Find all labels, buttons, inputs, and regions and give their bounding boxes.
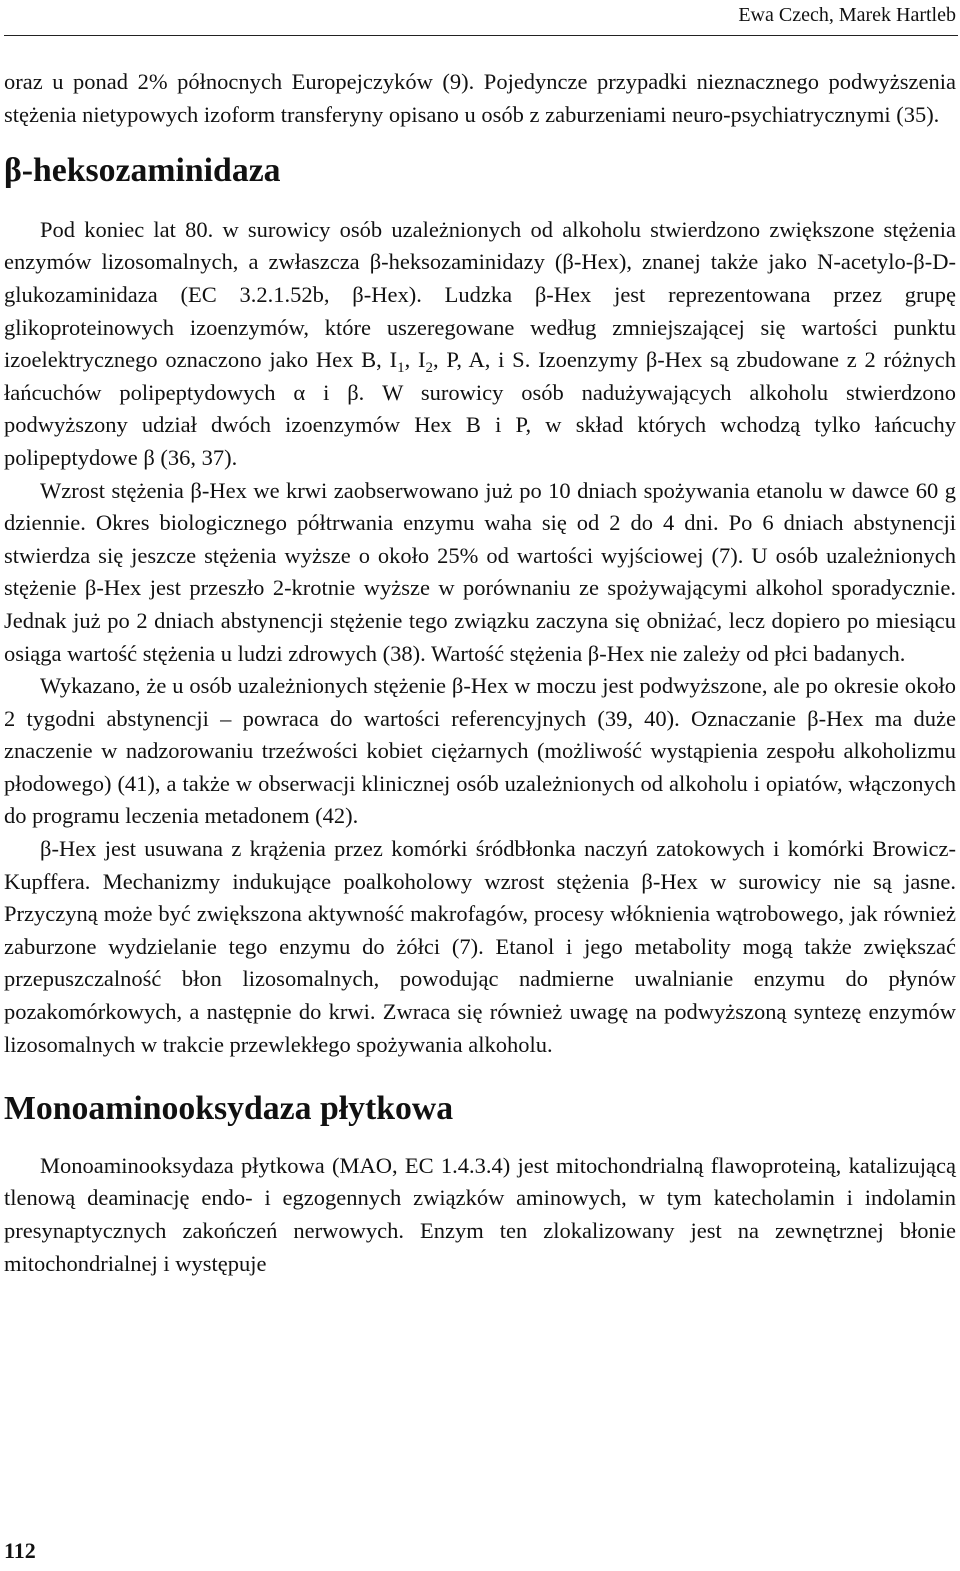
subscript: 1	[397, 360, 405, 377]
section-heading-mao: Monoaminooksydaza płytkowa	[4, 1090, 454, 1128]
header-rule	[4, 35, 958, 36]
page-number: 112	[4, 1538, 36, 1563]
paragraph-mao-1: Monoaminooksydaza płytkowa (MAO, EC 1.4.3.4) jest mitochondrialną flawoproteiną, katalizującą tlenową deaminację endo- i egzogennych związków aminowych, w tym katecholamin i indolamin presynaptycznych zakończeń nerwowych. Enzym ten zlokalizowany jest na zewnętrznej błonie mitochondrialnej i występuje	[4, 1152, 956, 1276]
paragraph-beta-hex-1	[4, 214, 956, 475]
paragraph-beta-hex-2: Wzrost stężenia β-Hex we krwi zaobserwowano już po 10 dniach spożywania etanolu w dawce 60 g dziennie. Okres biologicznego półtrwania enzymu waha się od 2 do 4 dni. Po 6 dniach abstynencji stwierdza się jeszcze stężenia wyższe o około 25% od wartości wyjściowej (7). U osób uzależnionych stężenie β-Hex jest przeszło 2-krotnie wyższe w porównaniu ze spożywającymi alkohol sporadycznie. Jednak już po 2 dniach abstynencji stężenie tego związku zaczyna się obniżać, lecz dopiero po miesiącu osiąga wartość stężenia u ludzi zdrowych (38). Wartość stężenia β-Hex nie zależy od płci badanych.	[4, 477, 956, 666]
paragraph-beta-hex-3: Wykazano, że u osób uzależnionych stężenie β-Hex w moczu jest podwyższone, ale po okresie około 2 tygodni abstynencji – powraca do wartości referencyjnych (39, 40). Oznaczanie β-Hex ma duże znaczenie w nadzorowaniu trzeźwości kobiet ciężarnych (możliwość wystąpienia zespołu alkoholizmu płodowego) (41), a także w obserwacji klinicznej osób uzależnionych od alkoholu i opiatów, włączonych do programu leczenia metadonem (42).	[4, 673, 956, 829]
subscript: 2	[425, 360, 433, 377]
body-text	[4, 66, 956, 1280]
paragraph-beta-hex-4: β-Hex jest usuwana z krążenia przez komórki śródbłonka naczyń zatokowych i komórki Browicz-Kupffera. Mechanizmy indukujące poalkoholowy wzrost stężenia β-Hex w surowicy nie są jasne. Przyczyną może być zwiększona aktywność makrofagów, procesy włóknienia wątrobowego, jak również zaburzone wydzielanie tego enzymu do żółci (7). Etanol i jego metabolity mogą także zwiększać przepuszczalność błon lizosomalnych, powodując nadmierne uwalnianie enzymu do płynów pozakomórkowych, a następnie do krwi. Zwraca się również uwagę na podwyższoną syntezę enzymów lizosomalnych w trakcie przewlekłego spożywania alkoholu.	[4, 836, 956, 1057]
paragraph-intro: oraz u ponad 2% północnych Europejczyków (9). Pojedyncze przypadki nieznacznego podwyższenia stężenia nietypowych izoform transferyny opisano u osób z zaburzeniami neuro-psychiatrycznymi (35).	[4, 69, 956, 127]
text-run: , I	[404, 347, 426, 373]
text-run: Pod koniec lat 80. w surowicy osób uzależnionych od alkoholu stwierdzono zwiększone stężenia enzymów lizosomalnych, a zwłaszcza β-heksozaminidazy (β-Hex), znanej także jako N-acetylo-β-D-glukozaminidaza (EC 3.2.1.52b, β-Hex). Ludzka β-Hex jest reprezentowana przez grupę glikoproteinowych izoenzymów, które uszeregowane według zmniejszającej się wartości punktu izoelektrycznego oznaczono jako Hex B, I	[4, 216, 956, 373]
section-heading-beta-hex: β-heksozaminidaza	[4, 152, 281, 190]
text-run: , P, A, i S. Izoenzymy β-Hex są zbudowane z 2 różnych łańcuchów polipeptydowych α i β. W surowicy osób nadużywających alkoholu stwierdzono podwyższony udział dwóch izoenzymów Hex B i P, w skład których wchodzą tylko łańcuchy polipeptydowe β (36, 37).	[4, 347, 956, 470]
running-header-authors: Ewa Czech, Marek Hartleb	[738, 4, 956, 26]
